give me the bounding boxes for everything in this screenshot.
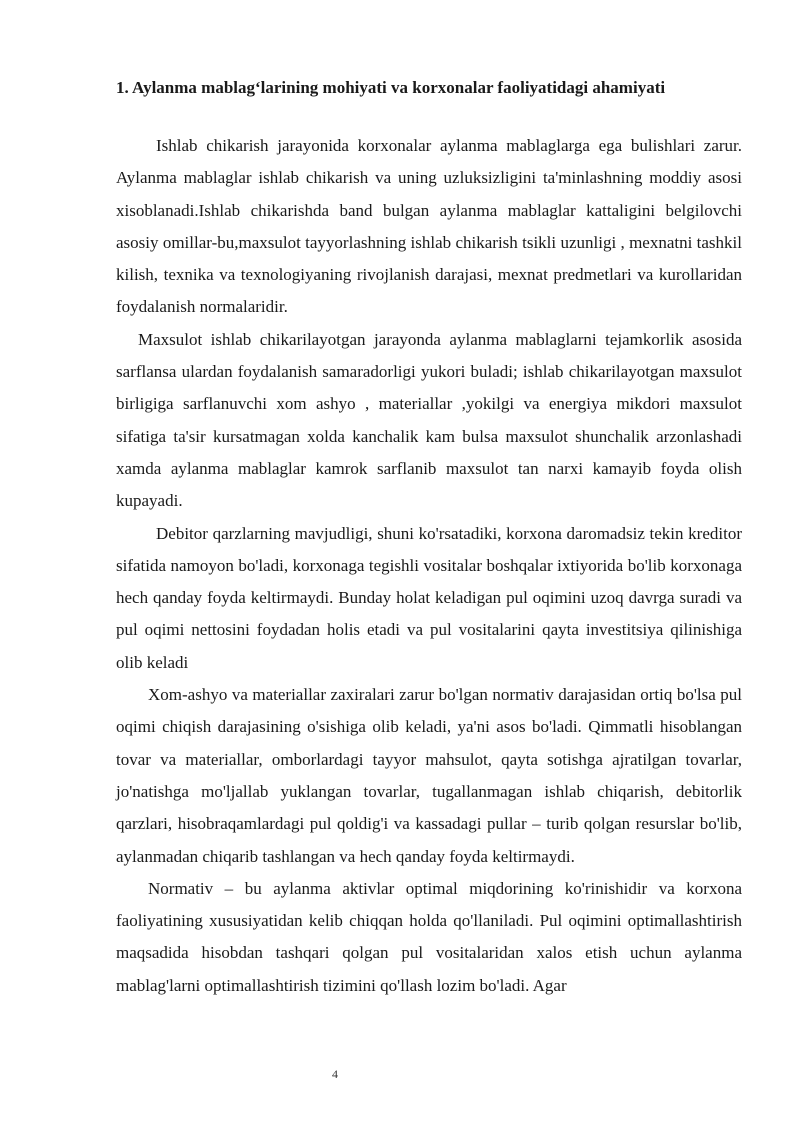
page-number: 4 — [332, 1067, 338, 1081]
paragraph-3: Debitor qarzlarning mavjudligi, shuni ko'rsatadiki, korxona daromadsiz tekin kreditor sifatida namoyon bo'ladi, korxonaga tegishli vositalar boshqalar ixtiyorida bo'lib korxonaga hech qanday foyda keltirmaydi. Bunday holat keladigan pul oqimini uzoq davrga suradi va pul oqimi nettosini foydadan holis etadi va pul vositalarini qayta investitsiya qilinishiga olib keladi — [116, 523, 742, 672]
paragraph-2: Maxsulot ishlab chikarilayotgan jarayonda aylanma mablaglarni tejamkorlik asosida sarflansa ulardan foydalanish samaradorligi yukori buladi; ishlab chikarilayotgan maxsulot birligiga sarflanuvchi xom ashyo , materiallar ,yokilgi va energiya mikdori maxsulot sifatiga ta'sir kursatmagan xolda kanchalik kam bulsa maxsulot shunchalik arzonlashadi xamda aylanma mablaglar kamrok sarflanib maxsulot tan narxi kamayib foyda olish kupayadi. — [116, 329, 742, 511]
paragraph-1: Ishlab chikarish jarayonida korxonalar aylanma mablaglarga ega bulishlari zarur. Aylanma mablaglar ishlab chikarish va uning uzluksizligini ta'minlashning moddiy asosi xisoblanadi.Ishlab chikarishda band bulgan aylanma mablaglar kattaligini belgilovchi asosiy omillar-bu,maxsulot tayyorlashning ishlab chikarish tsikli uzunligi , mexnatni tashkil kilish, texnika va texnologiyaning rivojlanish darajasi, mexnat predmetlari va kurollaridan foydalanish normalaridir. — [116, 136, 742, 317]
body-text — [116, 130, 742, 1002]
paragraph-5: Normativ – bu aylanma aktivlar optimal miqdorining ko'rinishidir va korxona faoliyatining xususiyatidan kelib chiqqan holda qo'llaniladi. Pul oqimini optimallashtirish maqsadida hisobdan tashqari qolgan pul vositalaridan xalos etish uchun aylanma mablag'larni optimallashtirish tizimini qo'llash lozim bo'ladi. Agar — [116, 878, 742, 995]
paragraph-4: Xom-ashyo va materiallar zaxiralari zarur bo'lgan normativ darajasidan ortiq bo'lsa pul oqimi chiqish darajasining o'sishiga olib keladi, ya'ni asos bo'ladi. Qimmatli hisoblangan tovar va materiallar, omborlardagi tayyor mahsulot, qayta sotishga ajratilgan tovarlar, jo'natishga mo'ljallab yuklangan tovarlar, tugallanmagan ishlab chiqarish, debitorlik qarzlari, hisobraqamlardagi pul qoldig'i va kassadagi pullar – turib qolgan resurslar bo'lib, aylanmadan chiqarib tashlangan va hech qanday foyda keltirmaydi. — [116, 685, 742, 866]
section-heading: 1. Aylanma mablag‘larining mohiyati va korxonalar faoliyatidagi ahamiyati — [116, 78, 666, 97]
